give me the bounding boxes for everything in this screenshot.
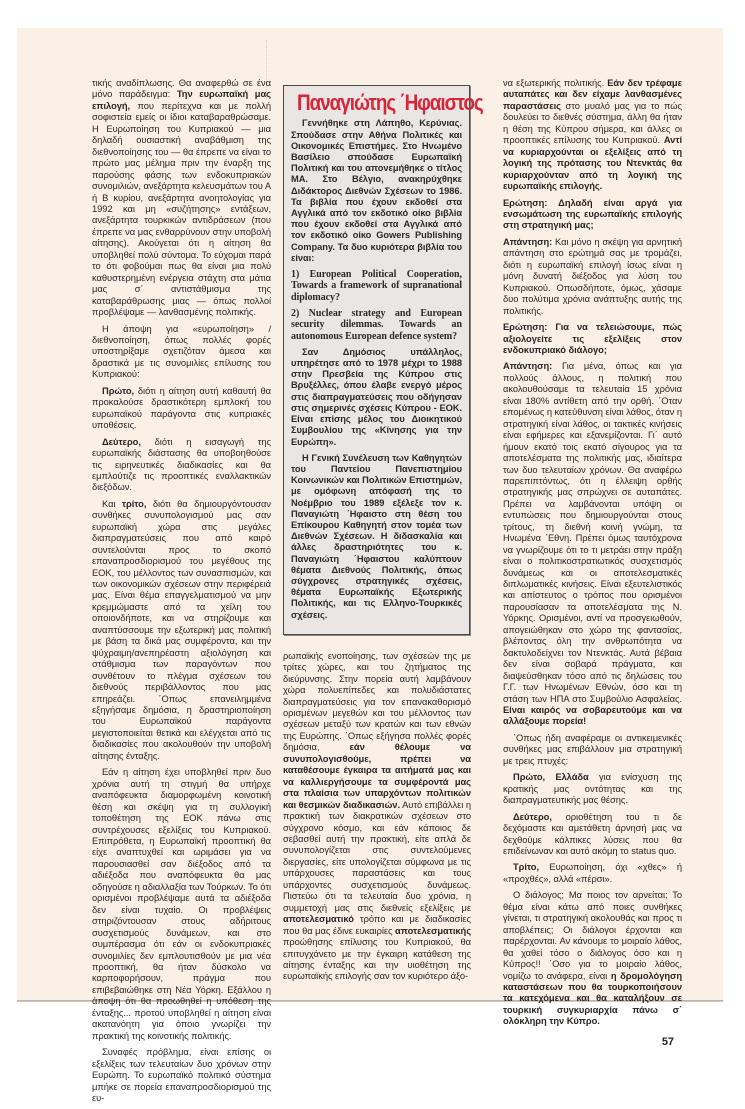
bold-run: η δρομολόγηση καταστάσεων που θα τουρκοποιήσουν τα κατεχόμενα και θα καταλήξουν σε τουρκική συγκυριαρχία πάνω σ΄ ολόκληρη την Κύπρο.: [503, 970, 682, 1027]
text-run: τρόπο και με διαδικασίες που θα μας έδινε ευκαιρίες: [283, 914, 471, 936]
text-run: ΄Οπως ήδη αναφέραμε οι αντικειμενικές συνθήκες μας επιβάλλουν μια στρατηγική με τρεις πτυχές:: [503, 732, 682, 766]
bold-run: Απάντηση:: [503, 236, 553, 247]
bold-run: Πρώτο,: [102, 385, 135, 396]
article-paragraph: [503, 198, 682, 232]
bold-run: Δεύτερο,: [513, 811, 552, 822]
text-run: Ευρωποίηση, όχι «χθες» ή «προχθές», αλλά «πέρσι».: [503, 862, 682, 884]
bio-book-2: 2) Nuclear strategy and European security dilemmas. Towards an autonomous European defence system?: [291, 307, 462, 342]
bold-run: Την ευρωπαϊκή μας επιλογή,: [92, 89, 271, 111]
bio-paragraph: Σαν Δημόσιος υπάλληλος, υπηρέτησε από το 1978 μέχρι το 1988 στην Πρεσβεία της Κύπρου στις Βρυξέλλες, όπου έλαβε ενεργό μέρος στις διαπραγματεύσεις που οδήγησαν στις σημερινές σχέσεις Κύπρου - ΕΟΚ. Είναι επίσης μέλος του Διοικητικού Συμβουλίου της «Κίνησης για την Ευρώπη».: [291, 346, 462, 447]
text-run: για ενίσχυση της κρατικής μας οντότητας και της διαπραγματευτικής μας θέσης.: [503, 772, 682, 806]
article-paragraph: [92, 499, 271, 762]
text-run: Και: [102, 498, 122, 509]
article-paragraph: [92, 324, 271, 381]
right-column-text: [503, 78, 682, 1028]
bold-run: Εάν δεν τρέφαμε αυταπάτες και δεν είχαμε λανθασμένες παραστάσεις: [503, 78, 682, 111]
text-run: Για μένα, όπως και για πολλούς άλλους, η πολιτική που ακολουθούσαμε τα τελευταία 15 χρόνια είναι 180% αντίθετη από την ορθή. ΄Οταν επομένως η κατεύθυνση είναι λάθος, όταν η στρατηγική είναι λάθος, οι τακτικές κινήσεις είναι εφήμερες και εξανεμίζονται. Γι΄ αυτό ήμουν εκατό τοις εκατό σίγουρος για τα αποτελέσματα της πολιτικής μας, ιδιαίτερα των δυο τελευταίων χρόνων. Θα αναφέρω παρεπιπτόντως, ότι η έλλειψη ορθής στρατηγικής μας σπρώχνει σε αυταπάτες. Πρέπει να λαμβάνονται υπόψη οι εντυπώσεις που δημιουργούνται στους τρίτους, τη διεθνή κοινή γνώμη, τα Ηνωμένα ΄Εθνη. Πρέπει όμως ταυτόχρονα να γνωρίζουμε ότι το τι μετράει στην πράξη είναι ο πολιτικοστρατιωτικός συσχετισμός δυνάμεως και οι αποτελεσματικές διπλωματικές κινήσεις. Είναι εξευτελιστικός και απίστευτος ο τρόπος που ορισμένοι παρουσίασαν τα αποτελέσματα της Ν. Υόρκης. Ορισμένοι, αντί να προσγειωθούν, απογειώθηκαν στο χώρο της φαντασίας, βλέποντας όλη την ανθρωπότητα να δακτυλοδείχνει τον Ντενκτάς. Αυτά βέβαια δεν είναι σοβαρά πράγματα, και διαψεύσθηκαν τόσο από τις δηλώσεις του Γ.Γ. των Ηνωμένων Εθνών, όσο και τη στάση των ΗΠΑ στο Συμβούλιο Ασφαλείας.: [503, 361, 682, 704]
text-run: Αυτό επιβάλλει η πρακτική των διακρατικών σχέσεων στο σύγχρονο κόσμο, και εάν κάποιος δε σεβασθεί αυτή την πρακτική, είτε απλά δε συνυπολογίζεται στις συντελούμενες διεργασίες, είτε υπολογίζεται σύμφωνα με τις υπάρχουσες παραστάσεις και τους υπάρχοντες συσχετισμούς δυνάμεως. Πιστεύω ότι τα τελευταία δυο χρόνια, η συμμετοχή μας στις διεθνείς εξελίξεις με: [283, 799, 471, 913]
text-run: Ο διάλογος; Μα ποιος τον αρνείται; Το θέμα είναι κάτω από ποιες συνθήκες γίνεται, τι στρατηγική ακολουθάς και προς τι αποβλέπεις; Οι διάλογοι έρχονται και παρέρχονται. Αν κάνουμε το μοιραίο λάθος, θα χαθεί τόσο ο διάλογος όσο και η Κύπρος!! ΄Οσο για το μοιραίο λάθος, νομίζω το ανάφερα, είναι: [503, 890, 682, 981]
left-column-text: [92, 78, 271, 1104]
article-paragraph: [92, 437, 271, 494]
bold-run: αποτελεσματικό: [283, 914, 354, 925]
bold-run: Τρίτο,: [513, 862, 539, 873]
text-run: που περίτεχνα και με πολλή σοφιστεία εμείς οι ίδιοι καταβαραθρώσαμε. Η Ευρωποίηση του Κυπριακού — μια δηλαδή ουσιαστική αναβάθμιση της διεθνοποίησης του — θα έπρεπε να είναι το πρώτο μας μέλημα πριν την έναρξη της παρούσης φάσης των ενδοκυπριακών συνομιλιών, ανεξάρτητα κελευσμάτων του Α ή Β κυρίου, ανεξάρτητα ανοητολογίας για 1992 και μη «συζήτησης» εντάξεων, ανεξάρτητα τουρκικών αντιδράσεων (που έπρεπε να μας ενθαρρύνουν στην υποβολή αίτησης). Ακούγεται ότι η αίτηση θα υποβληθεί πολύ σύντομα. Το εύχομαι παρά το ότι φοβούμαι πως θα είναι μια πολύ καθυστερημένη ενέργεια στάχτη στα μάτια μας σ΄ αντιστάθμισμα της καταβαράθρωσης μιας — όπως πολλοί προβλέψαμε — λανθασμένης πολιτικής.: [92, 100, 271, 318]
bold-run: Ερώτηση: Για να τελειώσουμε, πώς αξιολογείτε τις εξελίξεις στον ενδοκυπριακό διάλογο;: [503, 322, 682, 355]
author-bio-box: [283, 85, 483, 635]
text-run: διότι θα δημιουργόντουσαν συνθήκες συνυπολογισμού μας σαν ευρωπαϊκή χώρα στις μεγάλες διαπραγματεύσεις που από καιρό συντελούνται προς το σκοπό επαναπροσδιορισμού του μεγέθους της ΕΟΚ, του μέλλοντος των συνασπισμών, και των οικονομικών σχέσεων στην περιφέρειά μας. Είναι θέμα επαγγελματισμού να μην κρεμμώμαστε από τα χείλη του οποιονδήποτε, και να στηρίζουμε και αναπτύσσουμε την εξωτερική μας πολιτική με βάση τα δικά μας συμφέροντα, και την ψύχραιμη/ανεπηρέαστη αξιολόγηση και στάθμισμα των παραγόντων που συνθέτουν το πλέγμα σχέσεων του διεθνούς περιβάλλοντος που μας επηρεάζει. ΄Οπως επανειλημμένα εξηγήσαμε δημόσια, η δραστηριοποίηση του Ευρωπαϊκού παράγοντα μεγιστοποιείται θετικά και ελέγχεται από τις διαδικασίες που ακολουθούν την υποβολή αίτησης ένταξης.: [92, 498, 272, 761]
article-paragraph: [503, 890, 682, 1027]
text-run: οριοθέτηση του τι δε δεχόμαστε και αμετάθετη άρνησή μας να δεχθούμε κάλπικες λύσεις που θα επιδείνωναν και αυτό ακόμη το status quo.: [503, 811, 682, 856]
text-run: ρωπαϊκής ενοποίησης, των σχέσεών της με τρίτες χώρες, και του ζητήματος της διεύρυνσης. Στην πορεία αυτή λαμβάνουν χώρα πολυεπίπεδες και πολυδιάστατες διαπραγματεύσεις για τον επανακαθορισμό ορισμένων μεγεθών και του μέλλοντος των σχέσεων μεταξύ των κρατών και των εθνών της Ευρώπης. ΄Οπως εξήγησα πολλές φορές δημόσια,: [283, 650, 471, 753]
bio-title: Παναγιώτης ΄Ηφαιστος: [296, 90, 483, 115]
page-number: 57: [661, 1035, 674, 1048]
article-paragraph: [503, 862, 682, 885]
text-run: Και μόνο η σκέψη για αρνητική απάντηση στο ερώτημά σας με τρομάζει, διότι η ευρωπαϊκή επιλογή ίσως είναι η μόνη δυνατή διέξοδος για λύση του Κυπριακού. Οπωσδήποτε, όμως, χάσαμε δυο πολύτιμα χρόνια ανάπτυξης αυτής της πολιτικής.: [503, 236, 682, 316]
text-run: προώθησης επίλυσης του Κυπριακού, θα επιτυγχάνετο με την έγκαιρη κατάθεση της αίτησης ένταξης και την υιοθέτηση της ευρωπαϊκής επιλογής σαν τον κυριότερο άξο-: [283, 937, 471, 982]
article-paragraph: [503, 237, 682, 317]
bold-run: Είναι καιρός να σοβαρευτούμε και να αλλάξουμε πορεία!: [503, 705, 682, 727]
bio-paragraph: Γεννήθηκε στη Λάπηθο, Κερύνιας. Σπούδασε στην Αθήνα Πολιτικές και Οικονομικές Επιστήμες. Στο Ηνωμένο Βασίλειο σπούδασε Ευρωπαϊκή Πολιτική και του απονεμήθηκε ο τίτλος ΜΑ. Στο Βέλγιο, ανακηρύχθηκε Διδάκτορος Διεθνών Σχέσεων το 1986. Τα βιβλία που έχουν εκδοθεί στα Αγγλικά από τον εκδοτικό οίκο βιβλία που έχουν εκδοθεί στα Αγγλικά από τον εκδοτικό οίκο Gowers Publishing Company. Τα δυο κυριότερα βιβλία του είναι:: [291, 118, 462, 263]
bold-run: Πρώτο, Ελλάδα: [513, 772, 589, 783]
article-column-right: [503, 78, 682, 1049]
article-paragraph: [92, 1047, 271, 1104]
text-run: Η άποψη για «ευρωποίηση» / διεθνοποίηση, όπως πολλές φορές υποστηρίξαμε σχετιζόταν άμεσα και δραστικά με τις συνομιλίες επίλυσης του Κυπριακού:: [92, 323, 271, 380]
text-run: τικής αναδίπλωσης. Θα αναφερθώ σε ένα μόνο παράδειγμα:: [92, 78, 271, 100]
article-paragraph: [92, 767, 271, 1042]
text-run: διότι η αίτηση αυτή καθαυτή θα προκαλούσε δραστικότερη εμπλοκή του ευρωπαϊκού παράγοντα στις κυπριακές υποθέσεις.: [92, 385, 271, 431]
bold-run: τρίτο,: [121, 498, 147, 509]
text-run: Συναφές πρόβλημα, είναι επίσης οι εξελίξεις των τελευταίων δυο χρόνων στην Ευρώπη. Το ευρωπαϊκό πολιτικό σύστημα μπήκε σε πορεία επαναπροσδιορισμού της ευ-: [92, 1047, 271, 1103]
bold-run: αποτελεσματικής: [395, 925, 471, 936]
article-paragraph: [92, 386, 271, 432]
text-run: να εξωτερικής πολιτικής.: [503, 78, 608, 88]
bold-run: Αντί να κυριαρχούνται οι εξελίξεις από τη λογική της πρότασης του Ντενκτάς θα κυριαρχούνταν από τη λογική της ευρωπαϊκής επιλογής.: [503, 135, 682, 192]
text-run: διότι η εισαγωγή της ευρωπαϊκής διάστασης θα υποβοηθούσε τις ειρηνευτικές διαδικασίες και θα εμπλούτιζε τις προοπτικές εναλλακτικών διεξόδων.: [92, 436, 271, 493]
article-paragraph: [503, 361, 682, 728]
article-column-middle: [283, 85, 483, 988]
text-run: στο μυαλό μας για το πώς δουλεύει το διεθνές σύστημα, άλλη θα ήταν η θέση της Κύπρου σήμερα, και άλλες οι προοπτικές επίλυσης του Κυπριακού.: [503, 100, 682, 146]
article-paragraph: [503, 772, 682, 806]
article-paragraph: [283, 651, 471, 983]
bold-run: Απάντηση:: [503, 361, 553, 372]
middle-column-text: [283, 651, 471, 983]
article-paragraph: [503, 812, 682, 858]
article-paragraph: [503, 733, 682, 767]
bold-run: Δεύτερο,: [102, 436, 141, 447]
bold-run: Ερώτηση: Δηλαδή είναι αργά για ενσωμάτωση της ευρωπαϊκής επιλογής στη στρατηγική μας;: [503, 197, 682, 231]
bio-paragraph: Η Γενική Συνέλευση των Καθηγητών του Παντείου Πανεπιστημίου Κοινωνικών και Πολιτικών Επιστημών, με ομόφωνη απόφασή της το Νοέμβριο του 1989 εξέλεξε τον κ. Παναγιώτη ΄Ηφαιστο στη θέση του Επίκουρου Καθηγητή στον τομέα των Διεθνών Σχέσεων. Η διδασκαλία και άλλες δραστηριότητες του κ. Παναγιώτη ΄Ηφαιστου καλύπτουν θέματα Διεθνούς Πολιτικής, όπως σύγχρονες στρατηγικές σχέσεις, θέματα Ευρωπαϊκής Εξωτερικής Πολιτικής, και τις Ελληνο-Τουρκικές σχέσεις.: [291, 452, 462, 620]
bio-book-1: 1) European Political Cooperation, Towards a framework of supranational diplomacy?: [291, 269, 462, 303]
bio-body: [284, 118, 469, 620]
article-paragraph: [92, 78, 271, 319]
article-paragraph: [503, 322, 682, 356]
article-paragraph: [503, 78, 682, 193]
article-column-left: [92, 78, 271, 1109]
text-run: Εάν η αίτηση έχει υποβληθεί πριν δυο χρόνια αυτή τη στιγμή θα υπήρχε αναπόφευκτα διαμορφωμένη κοινοτική θέση και σκέψη για τη συλλογική τοποθέτηση της ΕΟΚ πάνω στις συντρέχουσες εξελίξεις του Κυπριακού. Επιπρόθετα, η Ευρωπαϊκή προοπτική θα είχε αναπτυχθεί και ωριμάσει για να παρουσιασθεί σαν διέξοδος από τα αδιέξοδα που αναπόφευκτα θα μας οδηγούσε η αδιαλλαξία των Τούρκων. Το ότι ορισμένοι προβλέψαμε αυτά τα αδιέξοδα δεν είναι τυχαίο. Οι προβλέψεις στηριζόντουσαν στους αδήριτους συσχετισμούς δυνάμεων, και στο συμπέρασμα ότι εάν οι ενδοκυπριακές συνομιλίες δεν εμπλουτισθούν με μια νέα προοπτική, θα ήταν δύσκολο να καρποφορήσουν, πράγμα που επιβεβαιώθηκε στη Νέα Υόρκη. Εξάλλου η άποψη ότι θα προωθηθεί η υπόθεση της ένταξης... προτού υποβληθεί η αίτηση είναι ακατανόητη για όποιο γνωρίζει την πρακτική της κοινοτικής πολιτικής.: [92, 767, 271, 1041]
bold-run: εάν θέλουμε να συνυπολογισθούμε, πρέπει να καταθέσουμε έγκαιρα τα αιτήματά μας και να καλλιεργήσουμε τα συμφέροντά μας στα πλαίσια των υπαρχόντων πολιτικών και θεσμικών διαδικασιών.: [283, 742, 471, 810]
